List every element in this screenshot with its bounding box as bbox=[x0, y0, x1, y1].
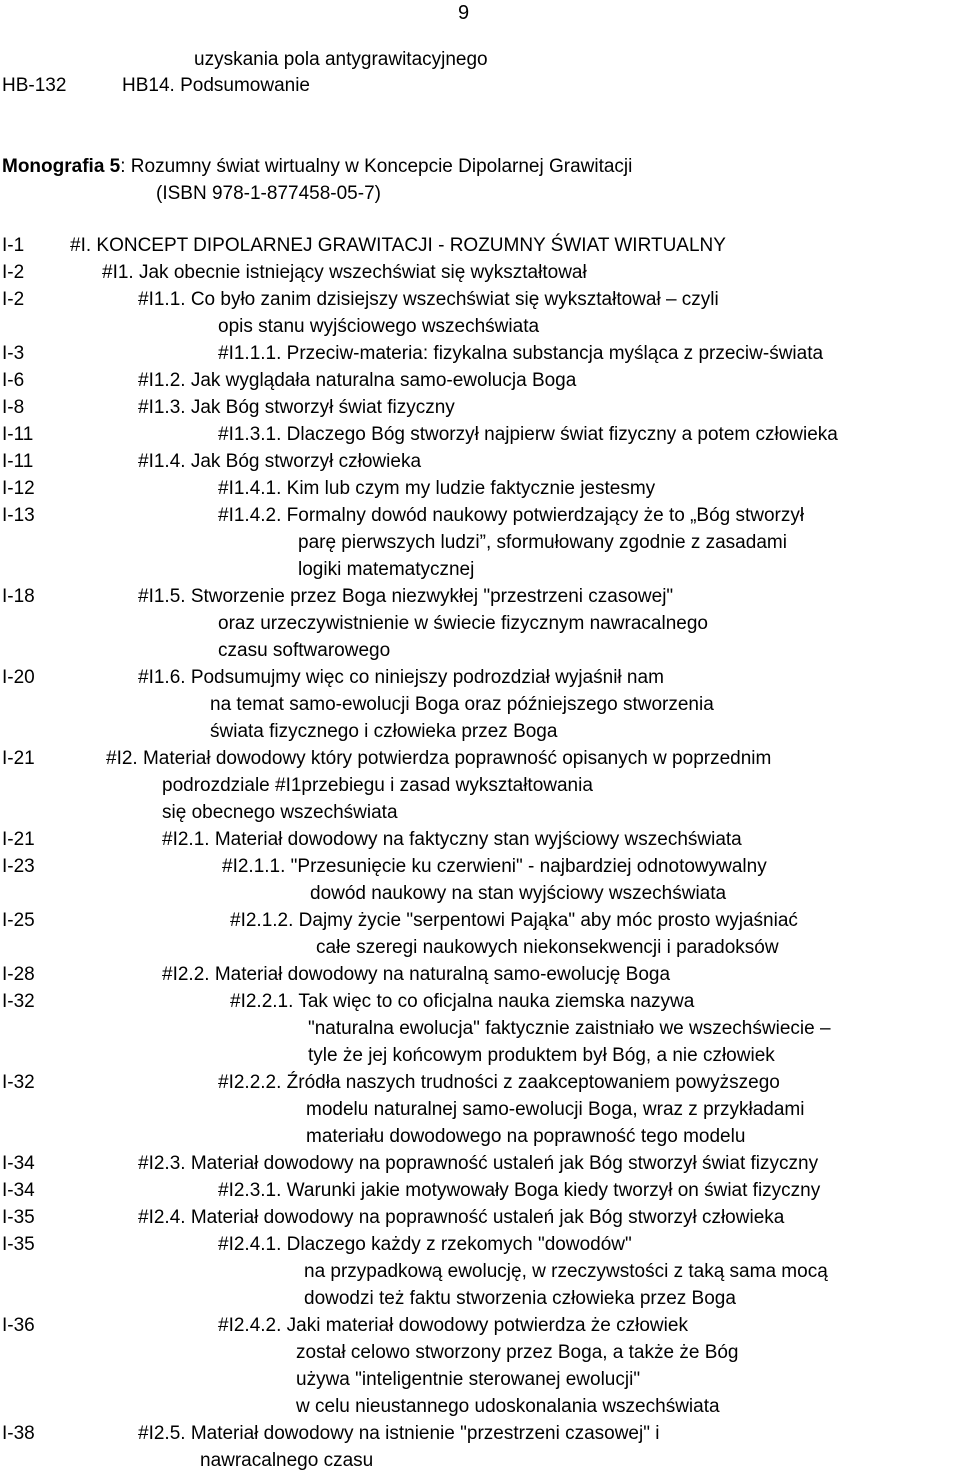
toc-entry-continuation: modelu naturalnej samo-ewolucji Boga, wraz z przykładami bbox=[306, 1099, 805, 1120]
toc-entry-continuation: świata fizycznego i człowieka przez Boga bbox=[210, 721, 558, 742]
toc-page-number: I-32 bbox=[2, 991, 35, 1012]
toc-entry-title: #I2.2.2. Źródła naszych trudności z zaakceptowaniem powyższego bbox=[218, 1072, 780, 1093]
toc-page-number: I-18 bbox=[2, 586, 35, 607]
page-number: 9 bbox=[458, 2, 470, 24]
monograph-isbn: (ISBN 978-1-877458-05-7) bbox=[156, 183, 381, 204]
toc-entry-continuation: opis stanu wyjściowego wszechświata bbox=[218, 316, 540, 337]
prev-entry-tail: uzyskania pola antygrawitacyjnego bbox=[194, 49, 488, 70]
toc-page-number: I-36 bbox=[2, 1315, 35, 1336]
toc-entry-continuation: podrozdziale #I1przebiegu i zasad wykształtowania bbox=[162, 775, 593, 796]
toc-page-number: I-11 bbox=[2, 451, 34, 472]
toc-page-number: I-34 bbox=[2, 1153, 35, 1174]
toc-entry-title: #I1.4.1. Kim lub czym my ludzie faktycznie jestesmy bbox=[218, 478, 656, 499]
monograph-title bbox=[2, 156, 632, 178]
toc-entry-title: #I. KONCEPT DIPOLARNEJ GRAWITACJI - ROZUMNY ŚWIAT WIRTUALNY bbox=[70, 235, 726, 256]
toc-page-number: I-13 bbox=[2, 505, 35, 526]
toc-page-number: I-21 bbox=[2, 829, 35, 850]
monograph-title-text: : Rozumny świat wirtualny w Koncepcie Dipolarnej Grawitacji bbox=[120, 156, 633, 177]
toc-entry-continuation: nawracalnego czasu bbox=[200, 1450, 374, 1471]
toc-page-number: I-34 bbox=[2, 1180, 35, 1201]
toc-entry-title: #I1. Jak obecnie istniejący wszechświat się wykształtował bbox=[102, 262, 587, 283]
toc-entry-title: #I1.1.1. Przeciw-materia: fizykalna substancja myśląca z przeciw-świata bbox=[218, 343, 824, 364]
toc-entry-title: #I1.3.1. Dlaczego Bóg stworzył najpierw świat fizyczny a potem człowieka bbox=[218, 424, 838, 445]
toc-entry-title: #I2.3.1. Warunki jakie motywowały Boga kiedy tworzył on świat fizyczny bbox=[218, 1180, 821, 1201]
toc-entry-continuation: logiki matematycznej bbox=[298, 559, 475, 580]
toc-entry-continuation: dowodzi też faktu stworzenia człowieka przez Boga bbox=[304, 1288, 736, 1309]
toc-entry-title: #I1.6. Podsumujmy więc co niniejszy podrozdział wyjaśnił nam bbox=[138, 667, 664, 688]
toc-entry-continuation: dowód naukowy na stan wyjściowy wszechświata bbox=[310, 883, 727, 904]
toc-page-number: I-12 bbox=[2, 478, 35, 499]
toc-page-number: I-25 bbox=[2, 910, 35, 931]
toc-entry-title: #I2.1.1. "Przesunięcie ku czerwieni" - najbardziej odnotowywalny bbox=[222, 856, 767, 877]
toc-page-number: I-38 bbox=[2, 1423, 35, 1444]
toc-page-number: I-28 bbox=[2, 964, 35, 985]
toc-entry-continuation: się obecnego wszechświata bbox=[162, 802, 398, 823]
toc-entry-title: #I2.4. Materiał dowodowy na poprawność ustaleń jak Bóg stworzył człowieka bbox=[138, 1207, 785, 1228]
toc-entry-title: #I2.3. Materiał dowodowy na poprawność ustaleń jak Bóg stworzył świat fizyczny bbox=[138, 1153, 819, 1174]
toc-entry-continuation: materiału dowodowego na poprawność tego modelu bbox=[306, 1126, 746, 1147]
toc-entry-continuation: czasu softwarowego bbox=[218, 640, 391, 661]
toc-entry-title: #I2.1. Materiał dowodowy na faktyczny stan wyjściowy wszechświata bbox=[162, 829, 742, 850]
toc-page-number: I-11 bbox=[2, 424, 34, 445]
monograph-label: Monografia 5 bbox=[2, 156, 121, 177]
toc-page-number: I-35 bbox=[2, 1207, 35, 1228]
toc-entry-continuation: na przypadkową ewolucję, w rzeczywstości z taką sama mocą bbox=[304, 1261, 828, 1282]
toc-entry-continuation: "naturalna ewolucja" faktycznie zaistniało we wszechświecie – bbox=[308, 1018, 831, 1039]
hb-entry-title: HB14. Podsumowanie bbox=[122, 75, 310, 96]
toc-entry-title: #I2.5. Materiał dowodowy na istnienie "przestrzeni czasowej" i bbox=[138, 1423, 660, 1444]
toc-page-number: I-6 bbox=[2, 370, 25, 391]
toc-entry-title: #I2.2. Materiał dowodowy na naturalną samo-ewolucję Boga bbox=[162, 964, 671, 985]
toc-entry-continuation: na temat samo-ewolucji Boga oraz późniejszego stworzenia bbox=[210, 694, 714, 715]
toc-entry-title: #I1.4.2. Formalny dowód naukowy potwierdzający że to „Bóg stworzył bbox=[218, 505, 805, 526]
toc-page-number: I-23 bbox=[2, 856, 35, 877]
toc-entry-title: #I1.3. Jak Bóg stworzył świat fizyczny bbox=[138, 397, 455, 418]
toc-page-number: I-1 bbox=[2, 235, 25, 256]
toc-entry-title: #I1.2. Jak wyglądała naturalna samo-ewolucja Boga bbox=[138, 370, 577, 391]
toc-entry-title: #I2.4.2. Jaki materiał dowodowy potwierdza że człowiek bbox=[218, 1315, 688, 1336]
hb-page-number: HB-132 bbox=[2, 75, 67, 96]
toc-page-number: I-20 bbox=[2, 667, 35, 688]
toc-page-number: I-3 bbox=[2, 343, 25, 364]
toc-page-number: I-32 bbox=[2, 1072, 35, 1093]
toc-entry-continuation: całe szeregi naukowych niekonsekwencji i paradoksów bbox=[316, 937, 779, 958]
toc-page-number: I-8 bbox=[2, 397, 25, 418]
toc-page-number: I-2 bbox=[2, 262, 25, 283]
toc-entry-continuation: oraz urzeczywistnienie w świecie fizycznym nawracalnego bbox=[218, 613, 708, 634]
toc-entry-title: #I1.5. Stworzenie przez Boga niezwykłej "przestrzeni czasowej" bbox=[138, 586, 674, 607]
toc-entry-continuation: został celowo stworzony przez Boga, a także że Bóg bbox=[296, 1342, 739, 1363]
toc-page-number: I-21 bbox=[2, 748, 35, 769]
toc-page-number: I-35 bbox=[2, 1234, 35, 1255]
toc-entry-continuation: parę pierwszych ludzi”, sformułowany zgodnie z zasadami bbox=[298, 532, 787, 553]
toc-entry-title: #I2. Materiał dowodowy który potwierdza poprawność opisanych w poprzednim bbox=[106, 748, 772, 769]
toc-entry-continuation: w celu nieustannego udoskonalania wszechświata bbox=[296, 1396, 720, 1417]
toc-entry-title: #I2.2.1. Tak więc to co oficjalna nauka ziemska nazywa bbox=[230, 991, 695, 1012]
toc-entry-title: #I2.1.2. Dajmy życie "serpentowi Pająka" aby móc prosto wyjaśniać bbox=[230, 910, 798, 931]
toc-page-number: I-2 bbox=[2, 289, 25, 310]
toc-entry-title: #I1.4. Jak Bóg stworzył człowieka bbox=[138, 451, 422, 472]
toc-entry-continuation: używa "inteligentnie sterowanej ewolucji" bbox=[296, 1369, 641, 1390]
toc-entry-title: #I1.1. Co było zanim dzisiejszy wszechświat się wykształtował – czyli bbox=[138, 289, 719, 310]
toc-entry-continuation: tyle że jej końcowym produktem był Bóg, a nie człowiek bbox=[308, 1045, 775, 1066]
toc-entry-title: #I2.4.1. Dlaczego każdy z rzekomych "dowodów" bbox=[218, 1234, 632, 1255]
